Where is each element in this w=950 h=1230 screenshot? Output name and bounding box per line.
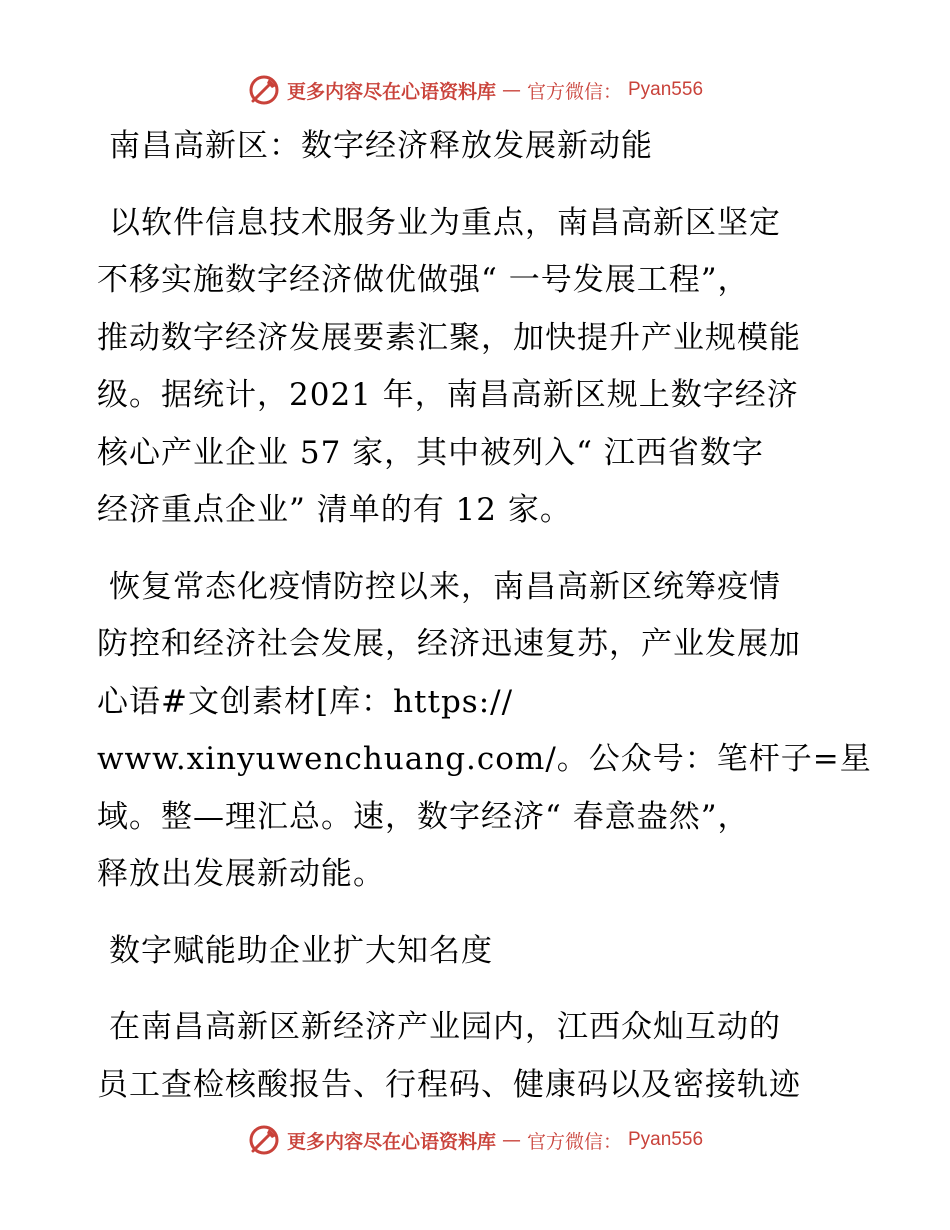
paragraph-1-line-1: 以软件信息技术服务业为重点，南昌高新区坚定 [109,204,781,241]
paragraph-3-line-1: 在南昌高新区新经济产业园内，江西众灿互动的 [109,1009,781,1045]
paragraph-1-line-5: 核心产业企业 57 家，其中被列入“ 江西省数字 [97,434,764,471]
watermark-wechat-label: 官方微信： [526,1130,622,1153]
document-title: 南昌高新区：数字经济释放发展新动能 [109,128,653,164]
footer-watermark [0,1120,950,1160]
paragraph-1-line-4: 级。据统计，2021 年，南昌高新区规上数字经济 [97,377,799,413]
library-logo-icon [247,1123,281,1157]
paragraph-1 [97,195,857,540]
document-body [97,118,872,1133]
library-logo-icon [247,73,281,107]
paragraph-1-line-3: 推动数字经济发展要素汇聚，加快提升产业规模能 [97,319,801,356]
watermark-wechat-id: Pyan556 [628,1129,704,1150]
header-watermark [0,70,950,110]
watermark-separator: — [501,1129,521,1151]
watermark-library-name: 更多内容尽在心语资料库 [286,1130,496,1153]
section-subheading: 数字赋能助企业扩大知名度 [109,932,493,969]
watermark-wechat-id: Pyan556 [628,79,704,100]
paragraph-3 [97,999,857,1114]
paragraph-3-line-2: 员工查检核酸报告、行程码、健康码以及密接轨迹 [97,1066,801,1103]
paragraph-2-line-4: www.xinyuwenchuang.com/。公众号：笔杆子=星 [97,741,872,777]
paragraph-2-line-3: 心语#文创素材[库：https:// [97,683,514,720]
watermark-library-name: 更多内容尽在心语资料库 [286,80,496,103]
paragraph-2-line-6: 释放出发展新动能。 [97,856,385,892]
paragraph-2-line-2: 防控和经济社会发展，经济迅速复苏，产业发展加 [97,626,801,662]
paragraph-1-line-2: 不移实施数字经济做优做强“ 一号发展工程”， [97,262,750,298]
paragraph-1-line-6: 经济重点企业” 清单的有 12 家。 [97,492,572,528]
paragraph-2-line-1: 恢复常态化疫情防控以来，南昌高新区统筹疫情 [109,568,781,605]
watermark-wechat-label: 官方微信： [526,80,622,103]
paragraph-2-line-5: 域。整—理汇总。速，数字经济“ 春意盎然”， [97,798,750,835]
watermark-separator: — [501,79,521,101]
paragraph-2 [97,559,872,904]
